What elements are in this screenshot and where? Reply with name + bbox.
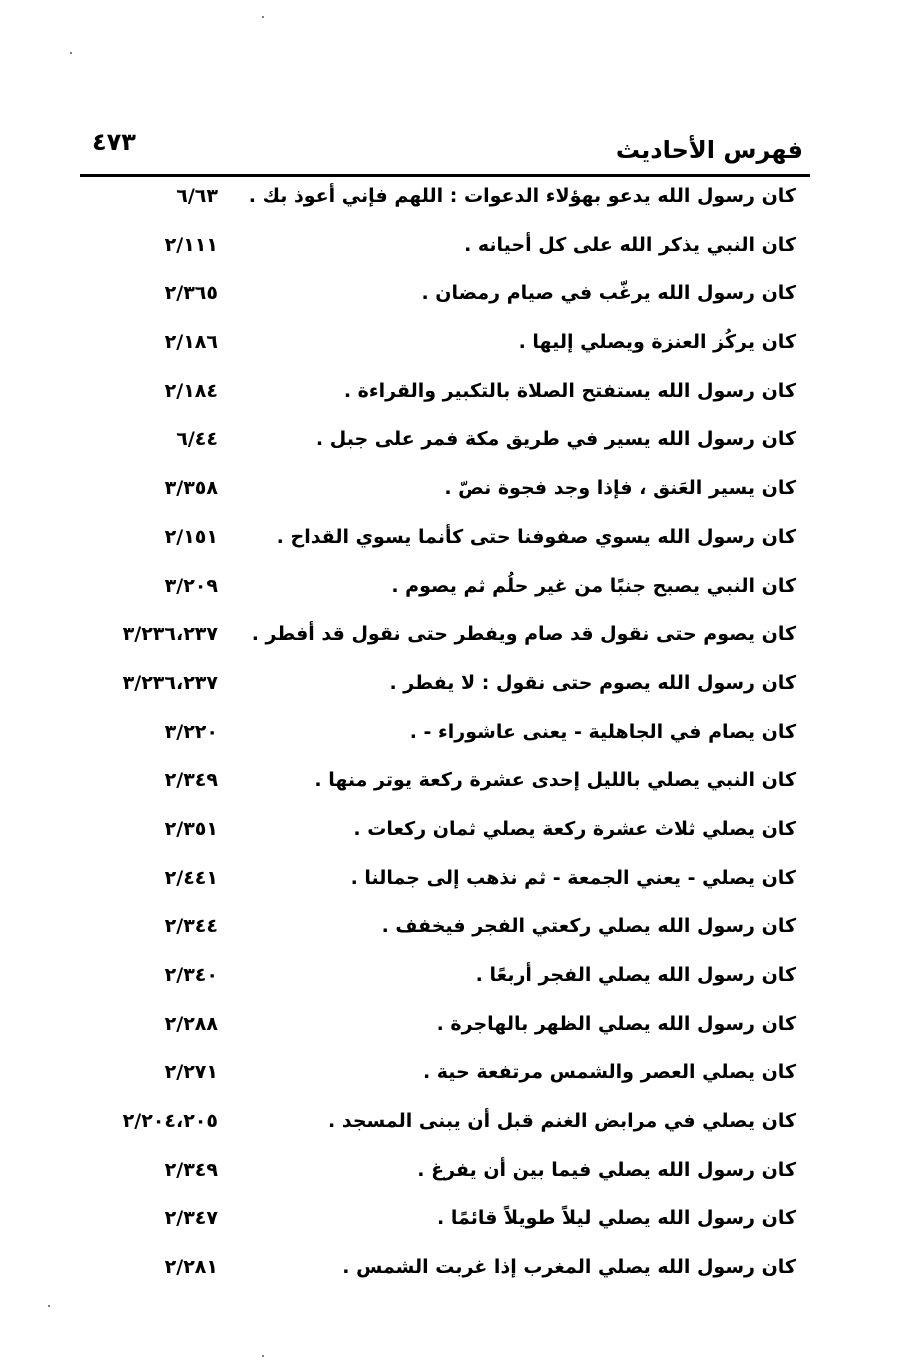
index-entry	[0, 1197, 898, 1246]
volume-page-ref: ٢/٢٧١	[164, 1061, 218, 1084]
index-entry	[0, 1149, 898, 1198]
hadith-text: كان النبي يذكر الله على كل أحيانه .	[464, 233, 796, 256]
hadith-text: كان رسول الله يسير في طريق مكة فمر على جبل .	[315, 428, 796, 451]
hadith-text: كان رسول الله يدعو بهؤلاء الدعوات : اللهم فإني أعوذ بك .	[248, 185, 796, 207]
scan-speck	[262, 16, 264, 18]
hadith-text: كان يصلي العصر والشمس مرتفعة حية .	[422, 1061, 796, 1084]
index-entry	[0, 272, 898, 321]
index-title: فهرس الأحاديث	[615, 136, 803, 164]
volume-page-ref: ٢/٣٤٤	[164, 915, 218, 938]
hadith-text: كان رسول الله يصلي فيما بين أن يفرغ .	[417, 1158, 796, 1181]
hadith-text: كان يصلي في مرابض الغنم قبل أن يبنى المسجد .	[328, 1110, 796, 1133]
hadith-text: كان يصام في الجاهلية - يعنى عاشوراء - .	[409, 720, 796, 743]
index-entry	[0, 759, 898, 808]
index-entry	[0, 711, 898, 760]
index-entry	[0, 467, 898, 516]
hadith-text: كان يصلي ثلاث عشرة ركعة يصلي ثمان ركعات .	[353, 817, 796, 840]
volume-page-ref: ٢/١٨٦	[164, 331, 218, 354]
index-entry	[0, 1246, 898, 1295]
hadith-text: كان رسول الله يستفتح الصلاة بالتكبير والقراءة .	[343, 379, 796, 402]
index-entry	[0, 857, 898, 906]
index-entry	[0, 1051, 898, 1100]
volume-page-ref: ٣/٢٠٩	[164, 574, 218, 597]
volume-page-ref: ٢/٣٦٥	[164, 282, 218, 305]
volume-page-ref: ٢/٣٤٠	[164, 964, 218, 986]
index-entry	[0, 1003, 898, 1052]
volume-page-ref: ٣/٢٢٠	[164, 720, 218, 743]
hadith-text: كان يصلي - يعني الجمعة - ثم نذهب إلى جمالنا .	[350, 866, 796, 889]
index-entry	[0, 662, 898, 711]
hadith-text: كان رسول الله يصلي الفجر أربعًا .	[475, 964, 796, 986]
hadith-text: كان رسول الله يصلي الظهر بالهاجرة .	[436, 1012, 796, 1035]
hadith-text: كان يسير العَنق ، فإذا وجد فجوة نصّ .	[444, 477, 796, 500]
index-entry	[0, 613, 898, 662]
index-entry	[0, 224, 898, 273]
volume-page-ref: ٢/٢٠٤،٢٠٥	[122, 1110, 218, 1133]
volume-page-ref: ٦/٦٣	[176, 185, 218, 207]
index-entry	[0, 905, 898, 954]
volume-page-ref: ٢/٤٤١	[164, 866, 218, 889]
volume-page-ref: ٢/٢٨١	[164, 1256, 218, 1279]
hadith-text: كان رسول الله يصوم حتى نقول : لا يفطر .	[389, 671, 796, 694]
volume-page-ref: ٢/٣٤٩	[164, 769, 218, 792]
volume-page-ref: ٣/٢٣٦،٢٣٧	[122, 671, 218, 694]
volume-page-ref: ٣/٢٣٦،٢٣٧	[122, 623, 218, 646]
volume-page-ref: ٢/٣٤٩	[164, 1158, 218, 1181]
volume-page-ref: ٣/٣٥٨	[164, 477, 218, 500]
hadith-text: كان رسول الله يرغّب في صيام رمضان .	[421, 282, 796, 305]
index-entry	[0, 808, 898, 857]
volume-page-ref: ٦/٤٤	[176, 428, 218, 451]
index-entry	[0, 954, 898, 1003]
volume-page-ref: ٢/٢٨٨	[164, 1012, 218, 1035]
scan-speck	[48, 1305, 50, 1307]
hadith-text: كان يصوم حتى نقول قد صام ويفطر حتى نقول قد أفطر .	[251, 623, 796, 646]
hadith-text: كان النبي يصبح جنبًا من غير حلُم ثم يصوم .	[391, 574, 796, 597]
index-entry	[0, 175, 898, 224]
hadith-text: كان يركُز العنزة ويصلي إليها .	[518, 331, 796, 354]
index-entry	[0, 370, 898, 419]
hadith-text: كان رسول الله يصلي ركعتي الفجر فيخفف .	[381, 915, 796, 938]
hadith-text: كان رسول الله يصلي ليلاً طويلاً قائمًا .	[437, 1207, 796, 1230]
volume-page-ref: ٢/١٨٤	[164, 379, 218, 402]
volume-page-ref: ٢/٣٤٧	[164, 1207, 218, 1230]
hadith-text: كان رسول الله يصلي المغرب إذا غربت الشمس .	[342, 1256, 796, 1279]
volume-page-ref: ٢/١١١	[164, 233, 218, 256]
index-entry	[0, 1100, 898, 1149]
hadith-text: كان رسول الله يسوي صفوفنا حتى كأنما يسوي القداح .	[276, 525, 796, 548]
index-entry	[0, 516, 898, 565]
hadith-text: كان النبي يصلي بالليل إحدى عشرة ركعة يوتر منها .	[314, 769, 796, 792]
index-entry	[0, 321, 898, 370]
volume-page-ref: ٢/١٥١	[164, 525, 218, 548]
scan-speck	[70, 52, 72, 54]
page-number: ٤٧٣	[92, 128, 136, 156]
volume-page-ref: ٢/٣٥١	[164, 817, 218, 840]
scan-speck	[262, 1355, 264, 1357]
hadith-index-list	[0, 175, 898, 1295]
index-entry	[0, 565, 898, 614]
index-entry	[0, 418, 898, 467]
